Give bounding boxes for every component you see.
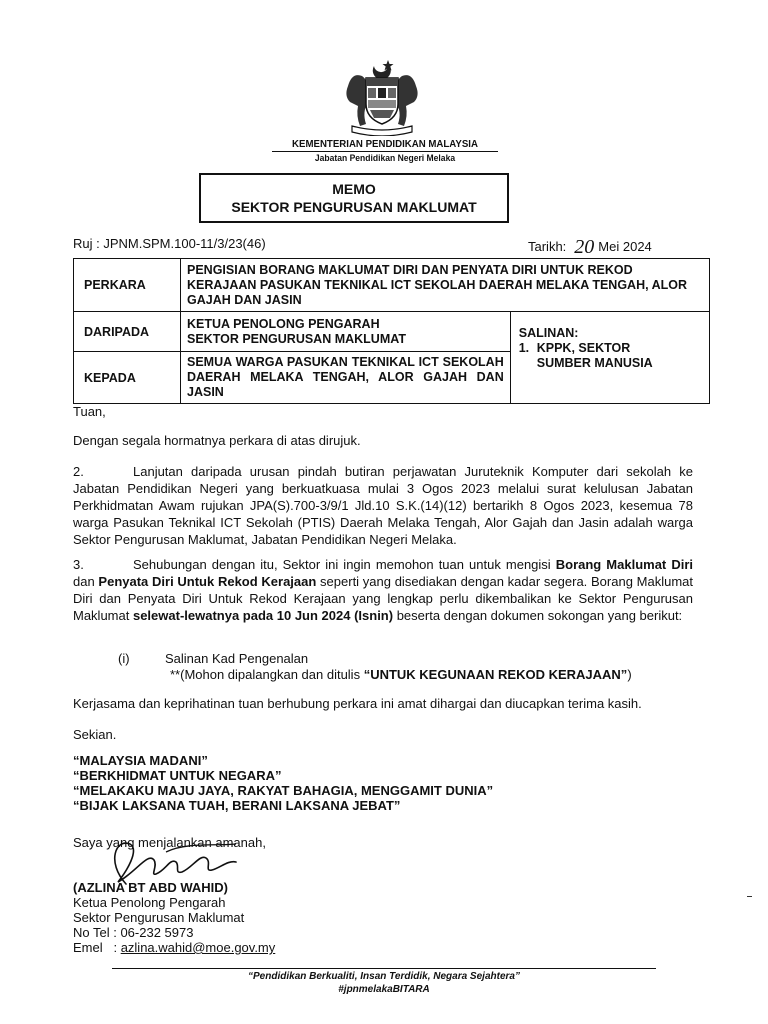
perkara-label: PERKARA — [74, 259, 181, 312]
reference-number: Ruj : JPNM.SPM.100-11/3/23(46) — [73, 236, 266, 251]
daripada-value — [181, 312, 511, 352]
list-item-label: (i) — [118, 651, 130, 666]
para3-bold-3: selewat-lewatnya pada 10 Jun 2024 (Isnin) — [132, 608, 394, 623]
date-line — [528, 236, 652, 259]
para3-number: 3. — [73, 557, 84, 572]
salinan-cell — [510, 312, 709, 404]
letterhead-rule — [272, 151, 498, 152]
note-text-2: ) — [627, 667, 632, 682]
email-link[interactable]: azlina.wahid@moe.gov.my — [120, 940, 276, 955]
letterhead — [250, 138, 520, 164]
signatory-name: (AZLINA BT ABD WAHID) — [73, 880, 229, 895]
signatory-email-line — [73, 940, 275, 955]
date-day: 20 — [574, 236, 595, 258]
salinan-label: SALINAN: — [518, 326, 579, 340]
note-bold: “UNTUK KEGUNAAN REKOD KERAJAAN” — [363, 667, 628, 682]
salinan-item-line1: KPPK, SEKTOR — [536, 341, 631, 355]
para3-text-1: Sehubungan dengan itu, Sektor ini ingin memohon tuan untuk mengisi — [133, 557, 556, 572]
salinan-item-line2: SUMBER MANUSIA — [536, 356, 653, 370]
signatory-tel: No Tel : 06-232 5973 — [73, 925, 194, 940]
slogan-1: “MALAYSIA MADANI” — [73, 753, 208, 768]
para3-bold-1: Borang Maklumat Diri — [555, 557, 693, 572]
memo-title: MEMO — [332, 181, 376, 197]
signatory-sector: Sektor Pengurusan Maklumat — [73, 910, 245, 925]
para3-text-3: seperti yang disediakan dengan kadar segera. Borang Maklumat Diri dan Penyata Diri Untuk Rekod Kerajaan yang lengkap perlu dikembalikan ke Sektor Pengurusan Maklumat — [73, 574, 693, 623]
email-label: Emel : — [73, 940, 121, 955]
memo-header-table — [73, 258, 710, 404]
para2-text: Lanjutan daripada urusan pindah butiran perjawatan Juruteknik Komputer dari sekolah ke Jabatan Pendidikan Negeri yang berkuatkuasa mulai 3 Ogos 2023 melalui surat kelulusan Jabatan Perkhidmatan Awam rujukan JPA(S).700-3/9/1 Jld.10 S.K.(14)(12) bertarikh 8 Ogos 2023, kesemua 78 warga Pasukan Teknikal ICT Sekolah (PTIS) Daerah Melaka Tengah, Alor Gajah dan Jasin adalah warga Sektor Pengurusan Maklumat, Jabatan Pendidikan Negeri Melaka. — [73, 464, 693, 547]
para3-text-2: dan — [73, 574, 99, 589]
slogan-3: “MELAKAKU MAJU JAYA, RAKYAT BAHAGIA, MENGGAMIT DUNIA” — [73, 783, 494, 798]
note-text-1: **(Mohon dipalangkan dan ditulis — [170, 667, 364, 682]
memo-sector: SEKTOR PENGURUSAN MAKLUMAT — [231, 199, 477, 215]
date-month-year: Mei 2024 — [598, 239, 652, 254]
list-item-note — [170, 666, 632, 683]
footer-rule — [112, 968, 656, 969]
slogans — [73, 753, 493, 813]
signature-intro: Saya yang menjalankan amanah, — [73, 835, 266, 850]
para3-text-4: beserta dengan dokumen sokongan yang berikut: — [393, 608, 683, 623]
signatory-position: Ketua Penolong Pengarah — [73, 895, 226, 910]
paragraph-2 — [73, 463, 693, 548]
daripada-line1: KETUA PENOLONG PENGARAH — [187, 316, 380, 331]
daripada-line2: SEKTOR PENGURUSAN MAKLUMAT — [187, 331, 406, 346]
slogan-2: “BERKHIDMAT UNTUK NEGARA” — [73, 768, 282, 783]
signature-block — [73, 880, 275, 955]
coat-of-arms-icon — [338, 56, 426, 136]
kepada-label: KEPADA — [74, 352, 181, 404]
para3-bold-2: Penyata Diri Untuk Rekod Kerajaan — [98, 574, 317, 589]
perkara-value: PENGISIAN BORANG MAKLUMAT DIRI DAN PENYATA DIRI UNTUK REKOD KERAJAAN PASUKAN TEKNIKAL ICT SEKOLAH DAERAH MELAKA TENGAH, ALOR GAJAH DAN JASIN — [181, 259, 710, 312]
footer-hashtag: #jpnmelakaBITARA — [338, 984, 430, 995]
daripada-label: DARIPADA — [74, 312, 181, 352]
date-label: Tarikh: — [528, 239, 567, 254]
salinan-item-number: 1. — [518, 341, 530, 355]
memo-title-box — [199, 173, 509, 223]
slogan-4: “BIJAK LAKSANA TUAH, BERANI LAKSANA JEBAT” — [73, 798, 401, 813]
ministry-name: KEMENTERIAN PENDIDIKAN MALAYSIA — [292, 138, 478, 150]
department-name: Jabatan Pendidikan Negeri Melaka — [314, 153, 456, 164]
salutation: Tuan, — [73, 404, 106, 419]
footer-motto: “Pendidikan Berkualiti, Insan Terdidik, Negara Sejahtera” — [248, 971, 520, 982]
opening-line: Dengan segala hormatnya perkara di atas dirujuk. — [73, 433, 361, 448]
para2-number: 2. — [73, 464, 84, 479]
scan-mark — [747, 896, 752, 897]
kepada-value: SEMUA WARGA PASUKAN TEKNIKAL ICT SEKOLAH DAERAH MELAKA TENGAH, ALOR GAJAH DAN JASIN — [181, 352, 511, 404]
paragraph-3 — [73, 556, 693, 624]
closing-line: Kerjasama dan keprihatinan tuan berhubung perkara ini amat dihargai dan diucapkan terima kasih. — [73, 696, 642, 711]
list-item-text: Salinan Kad Pengenalan — [165, 651, 309, 666]
sekian: Sekian. — [73, 727, 117, 742]
